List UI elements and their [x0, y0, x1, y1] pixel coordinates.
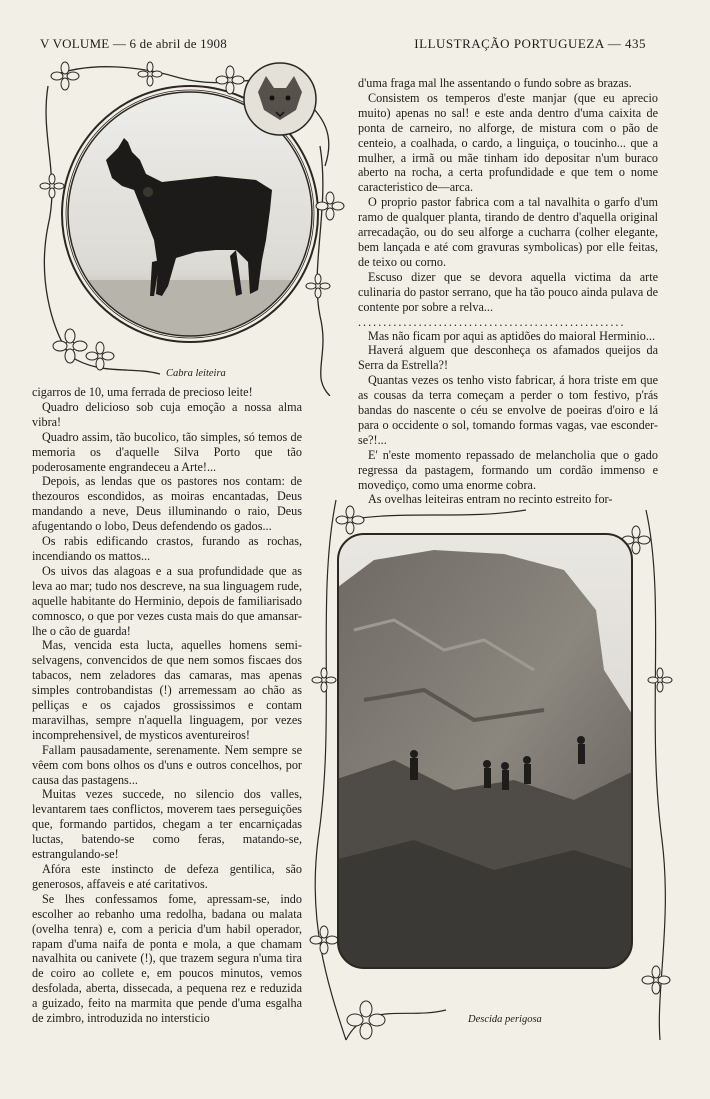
wolf-head-icon: [240, 60, 320, 138]
paragraph: Se lhes confessamos fome, apressam-se, indo escolher ao rebanho uma redolha, badana ou malata (ovelha tenra) e, com a pericia d'um habil operador, rapam d'uma naifa de ponta e mola, a que chamam navalhita ou canivete (!), que trazem segura n'uma tira de coiro ao collete e, em poucos minutos, vemos desfolada, aberta, dissecada, a pequena rez e reduzida a guizado, feito na marmita que pende d'uma esgalha de zimbro, introduzida no intersticio: [32, 891, 302, 1026]
paragraph: Quadro delicioso sob cuja emoção a nossa alma vibra!: [32, 399, 302, 429]
section-separator: .....................................................: [358, 316, 626, 329]
paragraph: Os uivos das alagoas e a sua profundidade que as leva ao mar; tudo nos descreve, na sua linguagem rude, aquelle habitante do Herminio, depois de familiarisado comnosco, o que por vezes custa mais do que amansar-lhe o cão de guarda!: [32, 563, 302, 638]
paragraph: Afóra este instincto de defeza gentilica, são generosos, affaveis e até caritativos.: [32, 862, 302, 891]
paragraph: Haverá alguem que desconheça os afamados queijos da Serra da Estrella?!: [358, 343, 658, 373]
running-header: [40, 36, 646, 56]
paragraph: cigarros de 10, uma ferrada de precioso leite!: [32, 385, 253, 399]
paragraph: Mas, vencida esta lucta, aquelles homens semi-selvagens, convencidos de que nem somos fiscaes dos tabacos, nem zeladores das camaras, mas apenas simples controbandistas (!) arremessam ao chão as pelliças e os cajados grossissimos e contam maravilhas, sempre n'aquella linguagem, por vezes incomprehensivel, de mysticos aventureiros!: [32, 638, 302, 742]
paragraph: As ovelhas leiteiras entram no recinto estreito for-: [368, 492, 613, 507]
paragraph: Consistem os temperos d'este manjar (que eu aprecio muito) apenas no sal! e este anda dentro d'uma caixita de ponta de carneiro, no alforge, de mistura com o pão de centeio, a coalhada, o cardo, a linguiça, o toucinho... que a mulher, a irmã ou mãe tinham ido depositar n'um buraco aberto na rocha, a certa profundidade e que tem o nome caracteristico de—arca.: [358, 90, 658, 195]
paragraph: Depois, as lendas que os pastores nos contam: de thezouros escondidos, as moiras encantadas, Deus mandando a neve, Deus illuminando o raio, Deus afugentando o lobo, Deus defendendo os gados...: [32, 474, 302, 534]
paragraph: Fallam pausadamente, serenamente. Nem sempre se vêem com bons olhos os d'uns e outros concelhos, por causa das pastagens...: [32, 742, 302, 787]
publication-title-page: ILLUSTRAÇÃO PORTUGUEZA — 435: [414, 36, 646, 51]
goat-caption: Cabra leiteira: [166, 368, 226, 379]
descent-caption: Descida perigosa: [468, 1014, 542, 1025]
paragraph: Mas não ficam por aqui as aptidões do maioral Herminio...: [368, 328, 656, 343]
paragraph: O proprio pastor fabrica com a tal navalhita o garfo d'um ramo de qualquer planta, tirando de dentro d'aquella original arrecadação, ou do seu alforge a cucharra (colher elegante, bem lançada e até com gravuras symbolicas) por elle feitas, de teixo ou corno.: [358, 195, 658, 269]
paragraph: Os rabis edificando crastos, furando as rochas, incendiando os mattos...: [32, 534, 302, 563]
left-column: [32, 385, 302, 1026]
paragraph: Muitas vezes succede, no silencio dos valles, levantarem taes conflictos, moverem taes perseguições que, formando partidos, chegam a ter encarniçadas luctas, batendo-se como feras, matando-se, estrangulando-se!: [32, 787, 302, 862]
volume-date: V VOLUME — 6 de abril de 1908: [40, 36, 227, 51]
right-column: [358, 76, 658, 507]
paragraph: E' n'este momento repassado de melancholia que o gado regressa da pastagem, formando um cordão immenso e movediço, como uma enorme cobra.: [358, 447, 658, 492]
paragraph: d'uma fraga mal lhe assentando o fundo sobre as brazas.: [358, 76, 632, 90]
paragraph: Escuso dizer que se devora aquella victima da arte culinaria do pastor serrano, que ha tão pouco ainda pulava de contente por sobre a relva...: [358, 269, 658, 314]
mountain-descent-photo: [334, 530, 636, 972]
paragraph: Quantas vezes os tenho visto fabricar, á hora triste em que as cousas da terra começam a perder o tom festivo, p'rás bandas do nascente o céu se envolve de poeiras d'oiro e lá para o occidente o sol, tomando formas vagas, vae esconder-se?!...: [358, 373, 658, 447]
paragraph: Quadro assim, tão bucolico, tão simples, só temos de memoria os d'aquelle Silva Porto que tão poderosamente engrandeceu a Arte!...: [32, 429, 302, 474]
